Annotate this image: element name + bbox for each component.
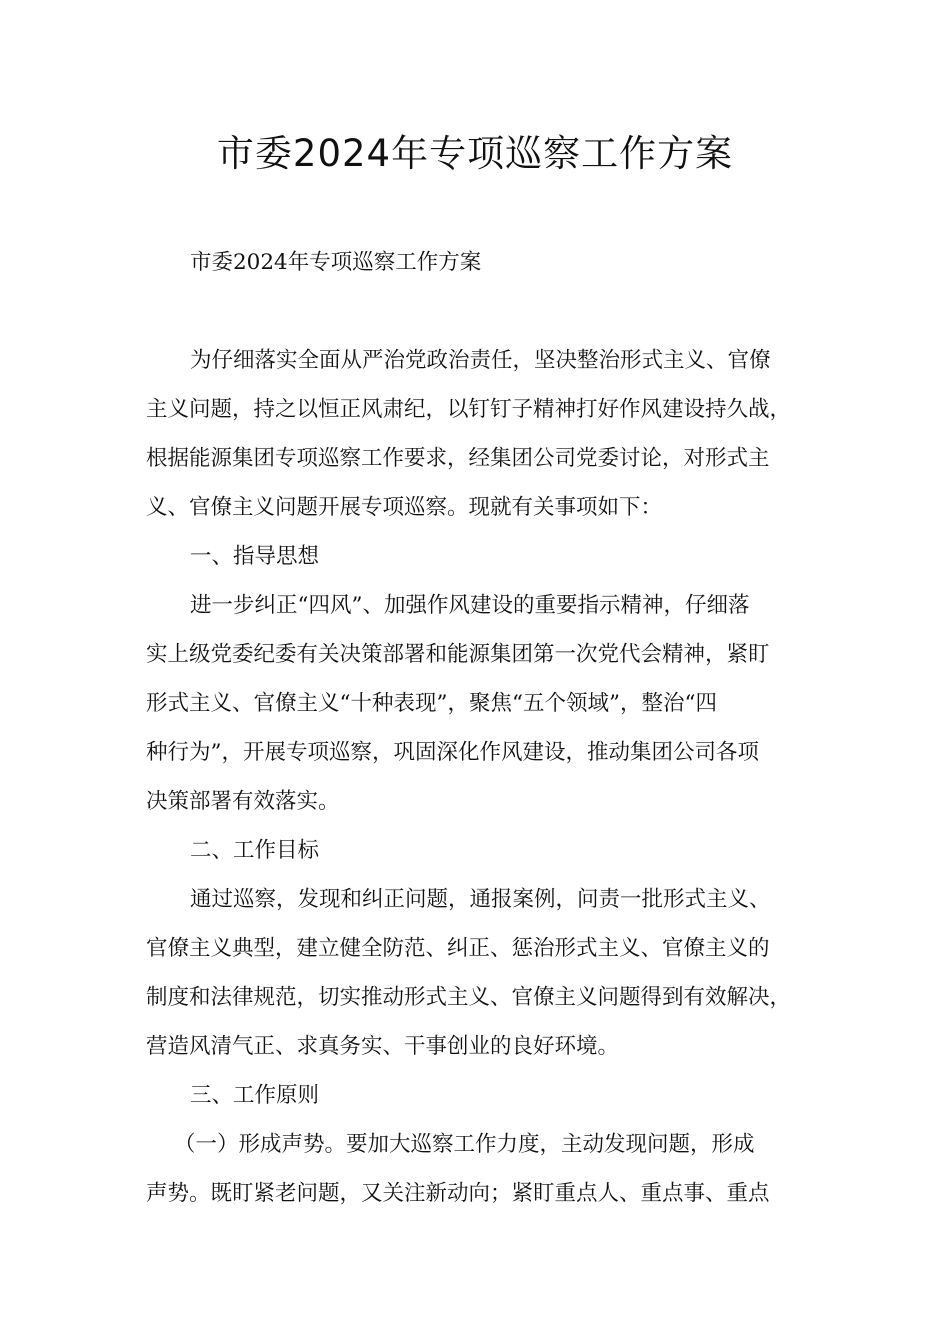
section-line: 制度和法律规范，切实推动形式主义、官僚主义问题得到有效解决，	[146, 985, 792, 1010]
section-line: 实上级党委纪委有关决策部署和能源集团第一次党代会精神，紧盯	[146, 642, 770, 667]
section-line: 决策部署有效落实。	[146, 789, 340, 814]
section-heading: 一、指导思想	[190, 544, 320, 569]
document-title: 市委2024年专项巡察工作方案	[216, 132, 734, 175]
intro-line: 义、官僚主义问题开展专项巡察。现就有关事项如下：	[146, 495, 663, 520]
intro-line: 根据能源集团专项巡察工作要求，经集团公司党委讨论，对形式主	[146, 446, 770, 471]
section-line: 营造风清气正、求真务实、干事创业的良好环境。	[146, 1034, 620, 1059]
section-line: （一）形成声势。要加大巡察工作力度，主动发现问题，形成	[174, 1132, 755, 1157]
document-subtitle: 市委2024年专项巡察工作方案	[190, 250, 482, 275]
section-line: 声势。既盯紧老问题，又关注新动向；紧盯重点人、重点事、重点	[146, 1181, 770, 1206]
intro-line: 主义问题，持之以恒正风肃纪，以钉钉子精神打好作风建设持久战，	[146, 397, 792, 422]
blank-line	[146, 287, 806, 336]
intro-line: 为仔细落实全面从严治党政治责任，坚决整治形式主义、官僚	[190, 348, 771, 373]
section-line: 种行为”，开展专项巡察，巩固深化作风建设，推动集团公司各项	[146, 740, 759, 765]
section-line: 通过巡察，发现和纠正问题，通报案例，问责一批形式主义、	[190, 887, 771, 912]
section-heading: 三、工作原则	[190, 1083, 320, 1108]
document-body	[146, 238, 806, 1218]
section-line: 进一步纠正“四风”、加强作风建设的重要指示精神，仔细落	[190, 593, 750, 618]
section-line: 官僚主义典型，建立健全防范、纠正、惩治形式主义、官僚主义的	[146, 936, 770, 961]
section-heading: 二、工作目标	[190, 838, 320, 863]
section-line: 形式主义、官僚主义“十种表现”，聚焦“五个领域”，整治“四	[146, 691, 717, 716]
